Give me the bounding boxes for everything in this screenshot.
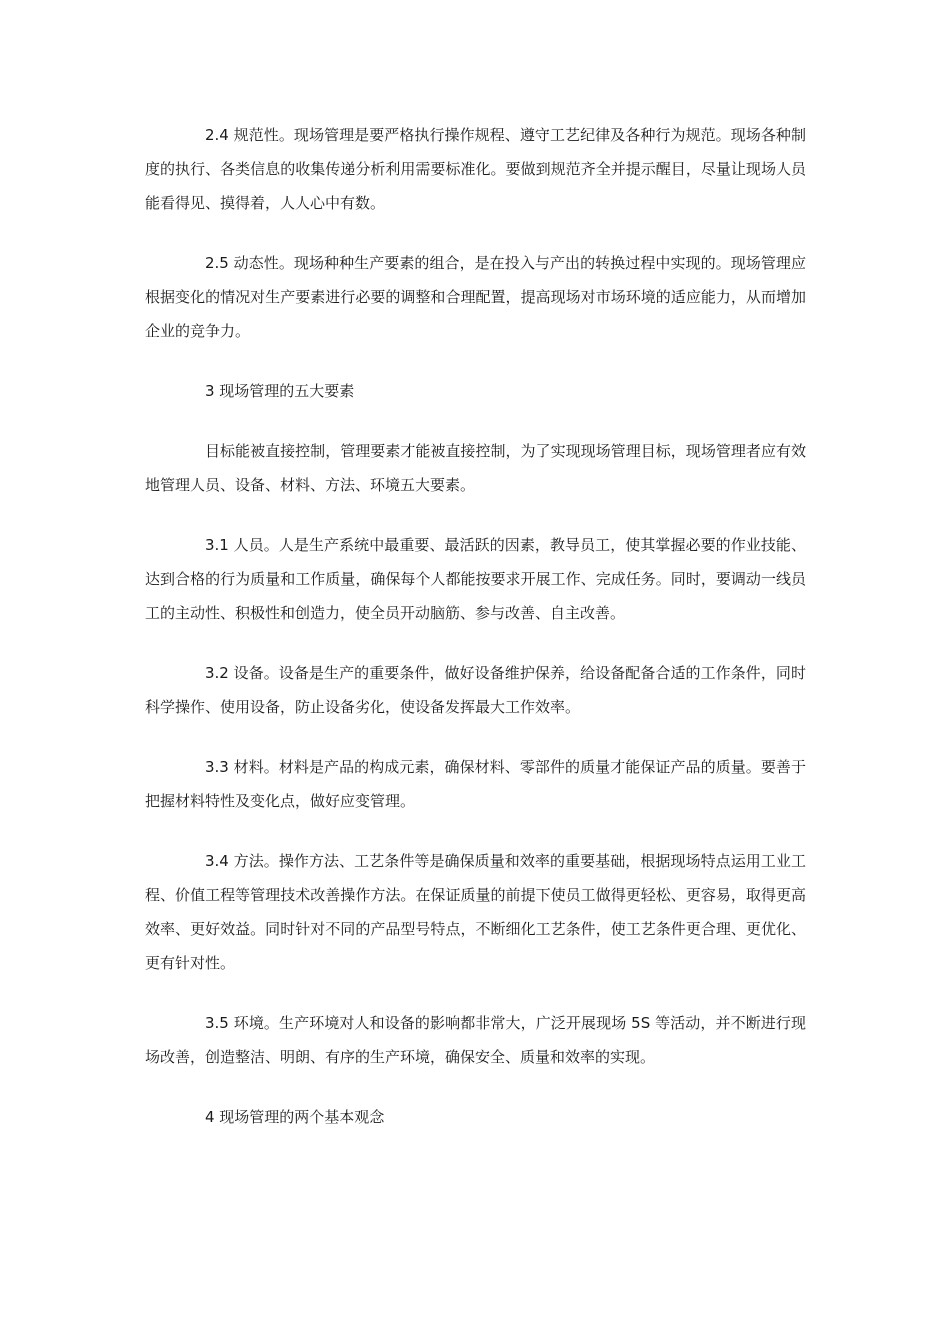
section-heading-4: 4 现场管理的两个基本观念: [205, 1108, 385, 1126]
paragraph-2-5: 2.5 动态性。现场种种生产要素的组合，是在投入与产出的转换过程中实现的。现场管理应根据变化的情况对生产要素进行必要的调整和合理配置，提高现场对市场环境的适应能力，从而增加企业的竞争力。: [145, 254, 806, 340]
paragraph-2-4: 2.4 规范性。现场管理是要严格执行操作规程、遵守工艺纪律及各种行为规范。现场各种制度的执行、各类信息的收集传递分析利用需要标准化。要做到规范齐全并提示醒目，尽量让现场人员能看得见、摸得着，人人心中有数。: [145, 126, 806, 212]
paragraph-3-2: 3.2 设备。设备是生产的重要条件，做好设备维护保养，给设备配备合适的工作条件，同时科学操作、使用设备，防止设备劣化，使设备发挥最大工作效率。: [145, 664, 806, 716]
paragraph-3-intro: 目标能被直接控制，管理要素才能被直接控制，为了实现现场管理目标，现场管理者应有效地管理人员、设备、材料、方法、环境五大要素。: [145, 442, 806, 494]
paragraph-3-1: 3.1 人员。人是生产系统中最重要、最活跃的因素，教导员工，使其掌握必要的作业技能、达到合格的行为质量和工作质量，确保每个人都能按要求开展工作、完成任务。同时，要调动一线员工的主动性、积极性和创造力，使全员开动脑筋、参与改善、自主改善。: [145, 536, 806, 622]
document-page: [145, 118, 806, 1134]
paragraph-3-4: 3.4 方法。操作方法、工艺条件等是确保质量和效率的重要基础，根据现场特点运用工业工程、价值工程等管理技术改善操作方法。在保证质量的前提下使员工做得更轻松、更容易，取得更高效率、更好效益。同时针对不同的产品型号特点，不断细化工艺条件，使工艺条件更合理、更优化、更有针对性。: [145, 852, 806, 972]
section-heading-3: 3 现场管理的五大要素: [205, 382, 355, 400]
paragraph-3-3: 3.3 材料。材料是产品的构成元素，确保材料、零部件的质量才能保证产品的质量。要善于把握材料特性及变化点，做好应变管理。: [145, 758, 806, 810]
paragraph-3-5: 3.5 环境。生产环境对人和设备的影响都非常大，广泛开展现场 5S 等活动，并不断进行现场改善，创造整洁、明朗、有序的生产环境，确保安全、质量和效率的实现。: [145, 1014, 806, 1066]
